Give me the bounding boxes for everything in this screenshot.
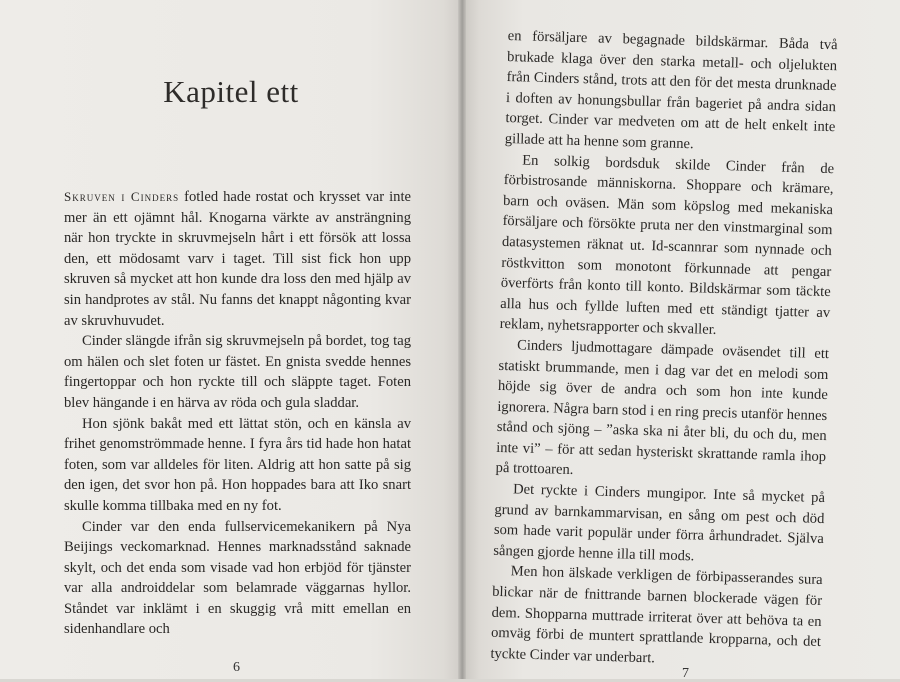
left-page-text: [64, 187, 411, 640]
paragraph-1: [64, 187, 411, 331]
paragraph-3: Hon sjönk bakåt med ett lättat stön, och en känsla av frihet genomströmmade henne. I fyra års tid hade hon hatat foten, som var alldeles för liten. Aldrig att hon satte på sig den igen, det svor hon på. Hon hoppades bara att Iko snart skulle komma tillbaka med en ny fot.: [64, 415, 411, 514]
paragraph-7: Cinders ljudmottagare dämpade oväsendet till ett statiskt brummande, men i dag var det en melodi som höjde sig över de andra och som hon inte kunde ignorera. Några barn stod i en ring precis utanför hennes stånd och sjöng – ”aska ska ni åter bli, du och du, men inte vi” – för att sedan hysteriskt skrattande ramla ihop på trottoaren.: [495, 337, 830, 479]
paragraph-5: en försäljare av begagnade bildskärmar. Båda två brukade klaga över den starka metall- och oljelukten från Cinders stånd, trots att den för det mesta drunknade i doften av honungsbullar från bageriet på andra sidan torget. Cinder var medveten om att de helt enkelt inte gillade att ha henne som granne.: [504, 27, 838, 153]
paragraph-9: Men hon älskade verkligen de förbipasserandes sura blickar när de fnittrande barnen blockerade vägen för dem. Shopparna muttrade irriterat över att behöva ta en omväg förbi de muntert sprattlande kropparna, och det tyckte Cinder var underbart.: [490, 563, 823, 667]
right-page-text: [490, 26, 838, 673]
page-number-left: 6: [233, 660, 240, 675]
paragraph-1-text: fotled hade rostat och krysset var inte mer än ett ojämnt hål. Knogarna värkte av ansträngning när hon tryckte in skruvmejseln hårt i ett försök att lossa den, ett mödosamt varv i taget. Till sist fick hon upp skruven så mycket att hon kunde dra loss den med hjälp av sin handprotes av stål. Nu fanns det knappt någonting kvar av skruvhuvudet.: [64, 189, 411, 329]
lead-in-smallcaps: Skruven i Cinders: [64, 189, 180, 204]
paragraph-2: Cinder slängde ifrån sig skruvmejseln på bordet, tog tag om hälen och slet foten ur fästet. En gnista svedde hennes fingertoppar och hon ryckte till och släppte taget. Foten blev hängande i en härva av röda och gula sladdar.: [64, 333, 411, 411]
book-gutter: [458, 0, 466, 679]
paragraph-6: En solkig bordsduk skilde Cinder från de förbistrosande människorna. Shoppare och krämare, barn och oväsen. Män som köpslog med mekaniska försäljare och försökte pruta ner den vinstmarginal som datasystemen räknat ut. Id-scannrar som nynnade och röstkvitton som monotont förkunnade att pengar överförts från konto till konto. Bildskärmar som täckte alla hus och fyllde luften med ett ständigt tjatter av reklam, nyhetsrapporter och skvaller.: [499, 152, 835, 339]
page-number-right: 7: [682, 666, 689, 681]
paragraph-4: Cinder var den enda fullservicemekanikern på Nya Beijings veckomarknad. Hennes marknadsstånd saknade skylt, och det enda som visade vad hon erbjöd för tjänster var alla androiddelar som belamrade väggarnas hyllor. Ståndet var inklämt i en skuggig vrå mitt emellan en sidenhandlare och: [64, 518, 411, 638]
paragraph-8: Det ryckte i Cinders mungipor. Inte så mycket på grund av barnkammarvisan, en sång om pest och död som hade varit populär under förra århundradet. Själva sången gjorde henne illa till mods.: [493, 481, 826, 565]
chapter-title: Kapitel ett: [163, 74, 299, 109]
